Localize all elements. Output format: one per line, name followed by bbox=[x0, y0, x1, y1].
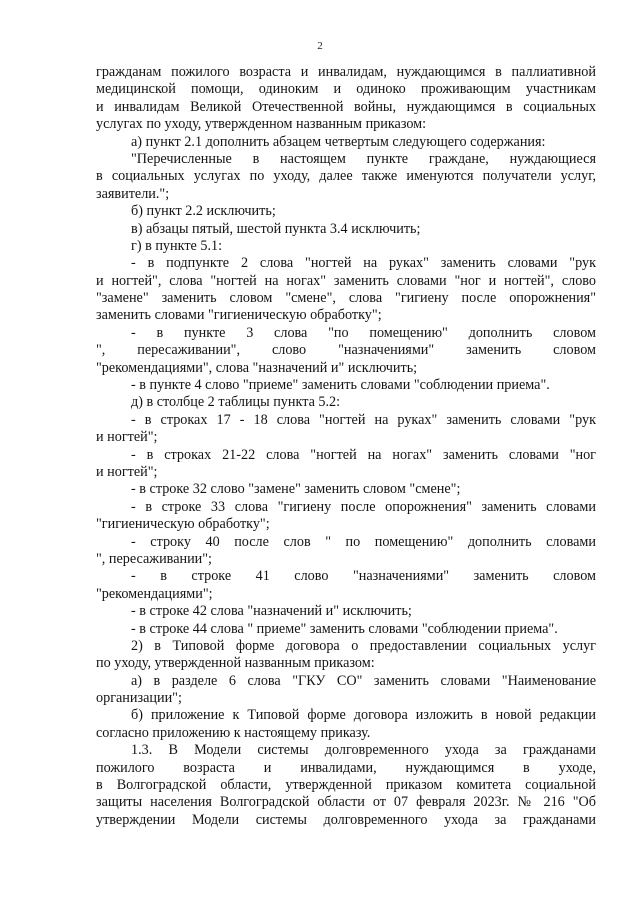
text-line: и ногтей"; bbox=[96, 463, 158, 480]
text-line: защиты населения Волгоградской области от 07 февраля 2023г. № 216 "Об bbox=[96, 794, 596, 811]
text-line: г) в пункте 5.1: bbox=[131, 237, 223, 254]
text-line: "замене" заменить словом "смене", слова "гигиену после опорожнения" bbox=[96, 290, 596, 307]
text-line: - в строке 42 слова "назначений и" исключить; bbox=[131, 603, 412, 620]
text-line: и инвалидам Великой Отечественной войны, нуждающимся в социальных bbox=[96, 98, 596, 115]
text-line: и ногтей", слова "ногтей на ногах" заменить словами "ног и ногтей", слово bbox=[96, 272, 596, 289]
text-line: в социальных услугах по уходу, далее также именуются получатели услуг, bbox=[96, 168, 596, 185]
text-line: б) пункт 2.2 исключить; bbox=[131, 203, 276, 220]
text-line: утверждении Модели системы долговременного ухода за гражданами bbox=[96, 811, 596, 828]
text-line: а) в разделе 6 слова "ГКУ СО" заменить словами "Наименование bbox=[131, 672, 596, 689]
text-line: - в подпункте 2 слова "ногтей на руках" заменить словами "рук bbox=[131, 255, 596, 272]
text-line: организации"; bbox=[96, 690, 182, 707]
text-line: "рекомендациями", слова "назначений и" исключить; bbox=[96, 359, 418, 376]
text-line: гражданам пожилого возраста и инвалидам, нуждающимся в паллиативной bbox=[96, 64, 596, 80]
text-line: - в пункте 4 слово "приеме" заменить словами "соблюдении приема". bbox=[131, 377, 550, 394]
text-line: услугах по уходу, утвержденном названным приказом: bbox=[96, 116, 427, 133]
text-line: 2) в Типовой форме договора о предоставлении социальных услуг bbox=[131, 637, 596, 654]
text-line: - в строке 33 слова "гигиену после опорожнения" заменить словами bbox=[131, 498, 596, 515]
text-line: "рекомендациями"; bbox=[96, 585, 213, 602]
text-line: - в строке 32 слово "замене" заменить словом "смене"; bbox=[131, 481, 461, 498]
text-line: пожилого возраста и инвалидами, нуждающимся в уходе, bbox=[96, 759, 596, 776]
text-line: б) приложение к Типовой форме договора изложить в новой редакции bbox=[131, 707, 596, 724]
text-line: ", пересаживании", слово "назначениями" заменить словом bbox=[96, 342, 596, 359]
text-line: "гигиеническую обработку"; bbox=[96, 516, 270, 533]
text-line: 1.3. В Модели системы долговременного ухода за гражданами bbox=[131, 742, 596, 759]
text-line: заменить словами "гигиеническую обработку"; bbox=[96, 307, 382, 324]
text-line: "Перечисленные в настоящем пункте граждане, нуждающиеся bbox=[131, 150, 596, 167]
text-line: медицинской помощи, одиноким и одиноко проживающим участникам bbox=[96, 81, 596, 98]
text-line: в Волгоградской области, утвержденной приказом комитета социальной bbox=[96, 777, 596, 794]
text-line: - строку 40 после слов " по помещению" дополнить словами bbox=[131, 533, 596, 550]
text-line: согласно приложению к настоящему приказу. bbox=[96, 724, 371, 741]
text-line: д) в столбце 2 таблицы пункта 5.2: bbox=[131, 394, 341, 411]
text-line: - в строке 41 слово "назначениями" заменить словом bbox=[131, 568, 596, 585]
text-line: - в строках 17 - 18 слова "ногтей на руках" заменить словами "рук bbox=[131, 411, 596, 428]
text-line: и ногтей"; bbox=[96, 429, 158, 446]
text-line: - в строке 44 слова " приеме" заменить словами "соблюдении приема". bbox=[131, 620, 558, 637]
text-line: - в пункте 3 слова "по помещению" дополнить словом bbox=[131, 324, 596, 341]
text-line: по уходу, утвержденной названным приказом: bbox=[96, 655, 375, 672]
text-line: ", пересаживании"; bbox=[96, 550, 213, 567]
text-line: - в строках 21-22 слова "ногтей на ногах" заменить словами "ног bbox=[131, 446, 596, 463]
page-number: 2 bbox=[317, 40, 323, 52]
text-line: заявители."; bbox=[96, 185, 170, 202]
document-body bbox=[96, 64, 596, 829]
text-line: а) пункт 2.1 дополнить абзацем четвертым следующего содержания: bbox=[131, 133, 546, 150]
text-line: в) абзацы пятый, шестой пункта 3.4 исключить; bbox=[131, 220, 421, 237]
